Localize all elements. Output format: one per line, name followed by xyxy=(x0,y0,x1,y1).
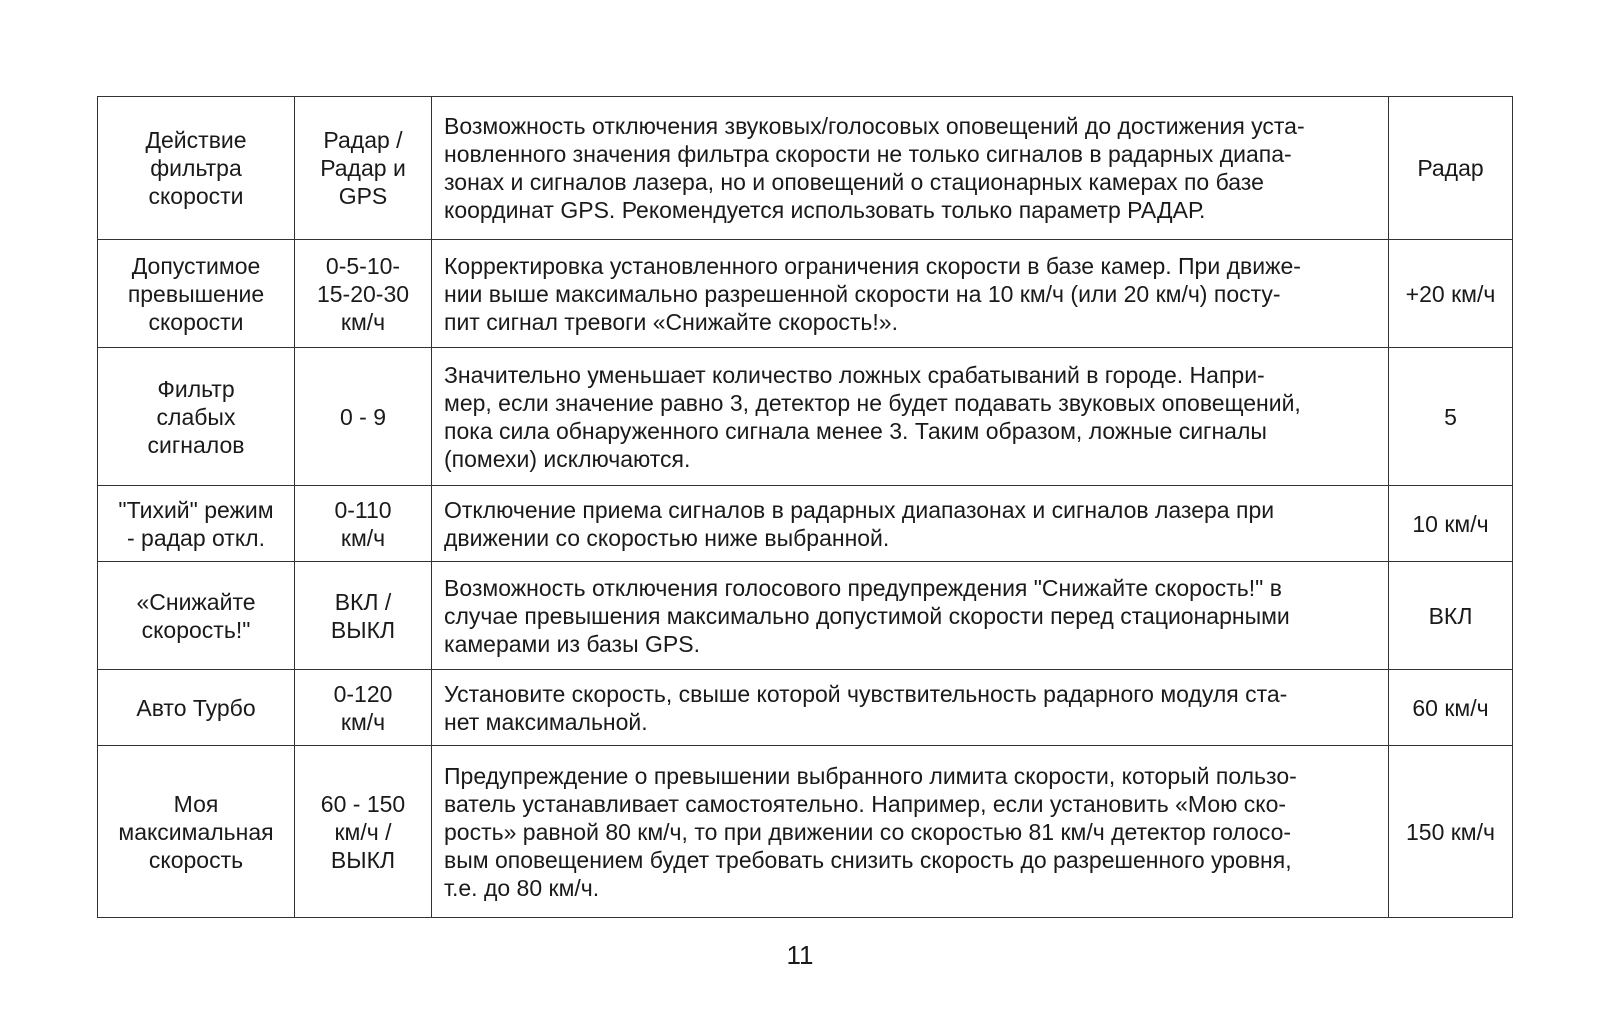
setting-description: Возможность отключения голосового предупреждения "Снижайте скорость!" в случае превышения максимально допустимой скорости перед стационарными камерами из базы GPS. xyxy=(432,562,1389,670)
setting-range: 0 - 9 xyxy=(295,348,432,486)
table-row xyxy=(98,348,1513,486)
setting-description: Значительно уменьшает количество ложных срабатываний в городе. Напри- мер, если значение равно 3, детектор не будет подавать звуковых оповещений, пока сила обнаруженного сигнала менее 3. Таким образом, ложные сигналы (помехи) исключаются. xyxy=(432,348,1389,486)
table-row xyxy=(98,562,1513,670)
setting-default: 10 км/ч xyxy=(1389,486,1513,562)
setting-default: Радар xyxy=(1389,97,1513,240)
setting-description: Возможность отключения звуковых/голосовых оповещений до достижения уста- новленного значения фильтра скорости не только сигналов в радарных диапа- зонах и сигналов лазера, но и оповещений о стационарных камерах по базе координат GPS. Рекомендуется использовать только параметр РАДАР. xyxy=(432,97,1389,240)
table-row xyxy=(98,240,1513,348)
setting-range: 0-5-10- 15-20-30 км/ч xyxy=(295,240,432,348)
setting-name: Фильтр слабых сигналов xyxy=(98,348,295,486)
setting-name: «Снижайте скорость!" xyxy=(98,562,295,670)
setting-description: Отключение приема сигналов в радарных диапазонах и сигналов лазера при движении со скоростью ниже выбранной. xyxy=(432,486,1389,562)
table-row xyxy=(98,746,1513,918)
setting-name: Авто Турбо xyxy=(98,670,295,746)
setting-default: 5 xyxy=(1389,348,1513,486)
setting-range: Радар / Радар и GPS xyxy=(295,97,432,240)
table-row xyxy=(98,486,1513,562)
setting-name: Допустимое превышение скорости xyxy=(98,240,295,348)
setting-range: 0-110 км/ч xyxy=(295,486,432,562)
settings-table xyxy=(97,96,1513,918)
setting-description: Установите скорость, свыше которой чувствительность радарного модуля ста- нет максимальной. xyxy=(432,670,1389,746)
setting-range: ВКЛ / ВЫКЛ xyxy=(295,562,432,670)
page-number: 11 xyxy=(786,940,814,970)
table-row xyxy=(98,97,1513,240)
setting-default: +20 км/ч xyxy=(1389,240,1513,348)
setting-default: 60 км/ч xyxy=(1389,670,1513,746)
setting-name: Моя максимальная скорость xyxy=(98,746,295,918)
table-row xyxy=(98,670,1513,746)
setting-description: Предупреждение о превышении выбранного лимита скорости, который пользо- ватель устанавливает самостоятельно. Например, если установить «Мою ско- рость» равной 80 км/ч, то при движении со скоростью 81 км/ч детектор голосо- вым оповещением будет требовать снизить скорость до разрешенного уровня, т.е. до 80 км/ч. xyxy=(432,746,1389,918)
setting-description: Корректировка установленного ограничения скорости в базе камер. При движе- нии выше максимально разрешенной скорости на 10 км/ч (или 20 км/ч) посту- пит сигнал тревоги «Снижайте скорость!». xyxy=(432,240,1389,348)
setting-name: Действие фильтра скорости xyxy=(98,97,295,240)
setting-default: ВКЛ xyxy=(1389,562,1513,670)
setting-name: "Тихий" режим - радар откл. xyxy=(98,486,295,562)
setting-range: 0-120 км/ч xyxy=(295,670,432,746)
setting-range: 60 - 150 км/ч / ВЫКЛ xyxy=(295,746,432,918)
setting-default: 150 км/ч xyxy=(1389,746,1513,918)
